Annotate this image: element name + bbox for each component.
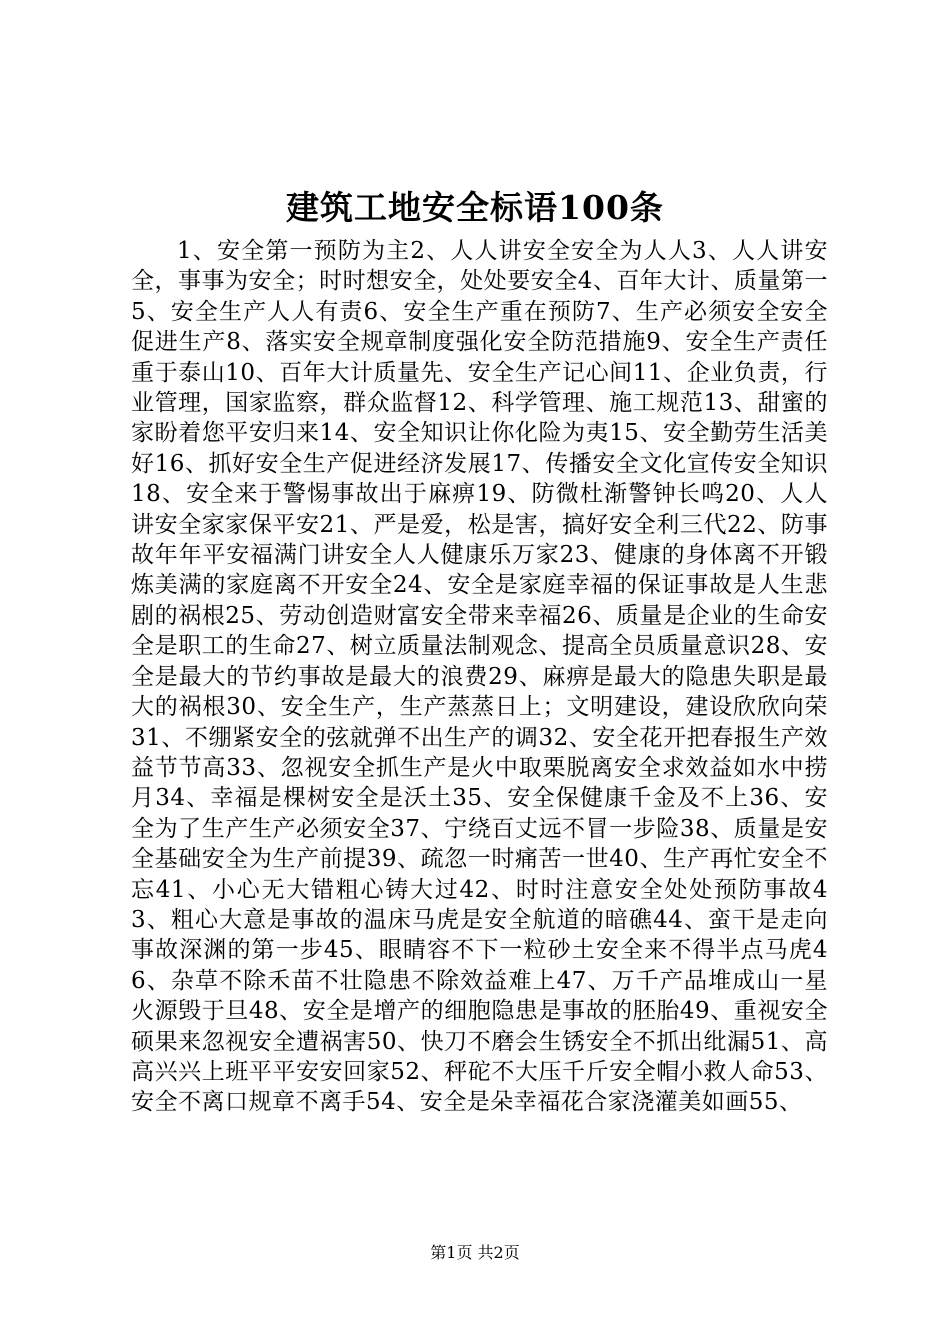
document-body: 1、安全第一预防为主2、人人讲安全安全为人人3、人人讲安全，事事为安全；时时想安全，处处要安全4、百年大计、质量第一5、安全生产人人有责6、安全生产重在预防7、生产必须安全安全促进生产8、落实安全规章制度强化安全防范措施9、安全生产责任重于泰山10、百年大计质量先、安全生产记心间11、企业负责，行业管理，国家监察，群众监督12、科学管理、施工规范13、甜蜜的家盼着您平安归来14、安全知识让你化险为夷15、安全勤劳生活美好16、抓好安全生产促进经济发展17、传播安全文化宣传安全知识18、安全来于警惕事故出于麻痹19、防微杜渐警钟长鸣20、人人讲安全家家保平安21、严是爱，松是害，搞好安全利三代22、防事故年年平安福满门讲安全人人健康乐万家23、健康的身体离不开锻炼美满的家庭离不开安全24、安全是家庭幸福的保证事故是人生悲剧的祸根25、劳动创造财富安全带来幸福26、质量是企业的生命安全是职工的生命27、树立质量法制观念、提高全员质量意识28、安全是最大的节约事故是最大的浪费29、麻痹是最大的隐患失职是最大的祸根30、安全生产，生产蒸蒸日上；文明建设，建设欣欣向荣31、不绷紧安全的弦就弹不出生产的调32、安全花开把春报生产效益节节高33、忽视安全抓生产是火中取栗脱离安全求效益如水中捞月34、幸福是棵树安全是沃土35、安全保健康千金及不上36、安全为了生产生产必须安全37、宁绕百丈远不冒一步险38、质量是安全基础安全为生产前提39、疏忽一时痛苦一世40、生产再忙安全不忘41、小心无大错粗心铸大过42、时时注意安全处处预防事故43、粗心大意是事故的温床马虎是安全航道的暗礁44、蛮干是走向事故深渊的第一步45、眼睛容不下一粒砂土安全来不得半点马虎46、杂草不除禾苗不壮隐患不除效益难上47、万千产品堆成山一星火源毁于旦48、安全是增产的细胞隐患是事故的胚胎49、重视安全硕果来忽视安全遭祸害50、快刀不磨会生锈安全不抓出纰漏51、高高兴兴上班平平安安回家52、秤砣不大压千斤安全帽小救人命53、安全不离口规章不离手54、安全是朵幸福花合家浇灌美如画55、: [131, 238, 828, 1116]
page-footer: 第1页 共2页: [430, 1243, 520, 1262]
document-title: 建筑工地安全标语100条: [286, 188, 664, 227]
